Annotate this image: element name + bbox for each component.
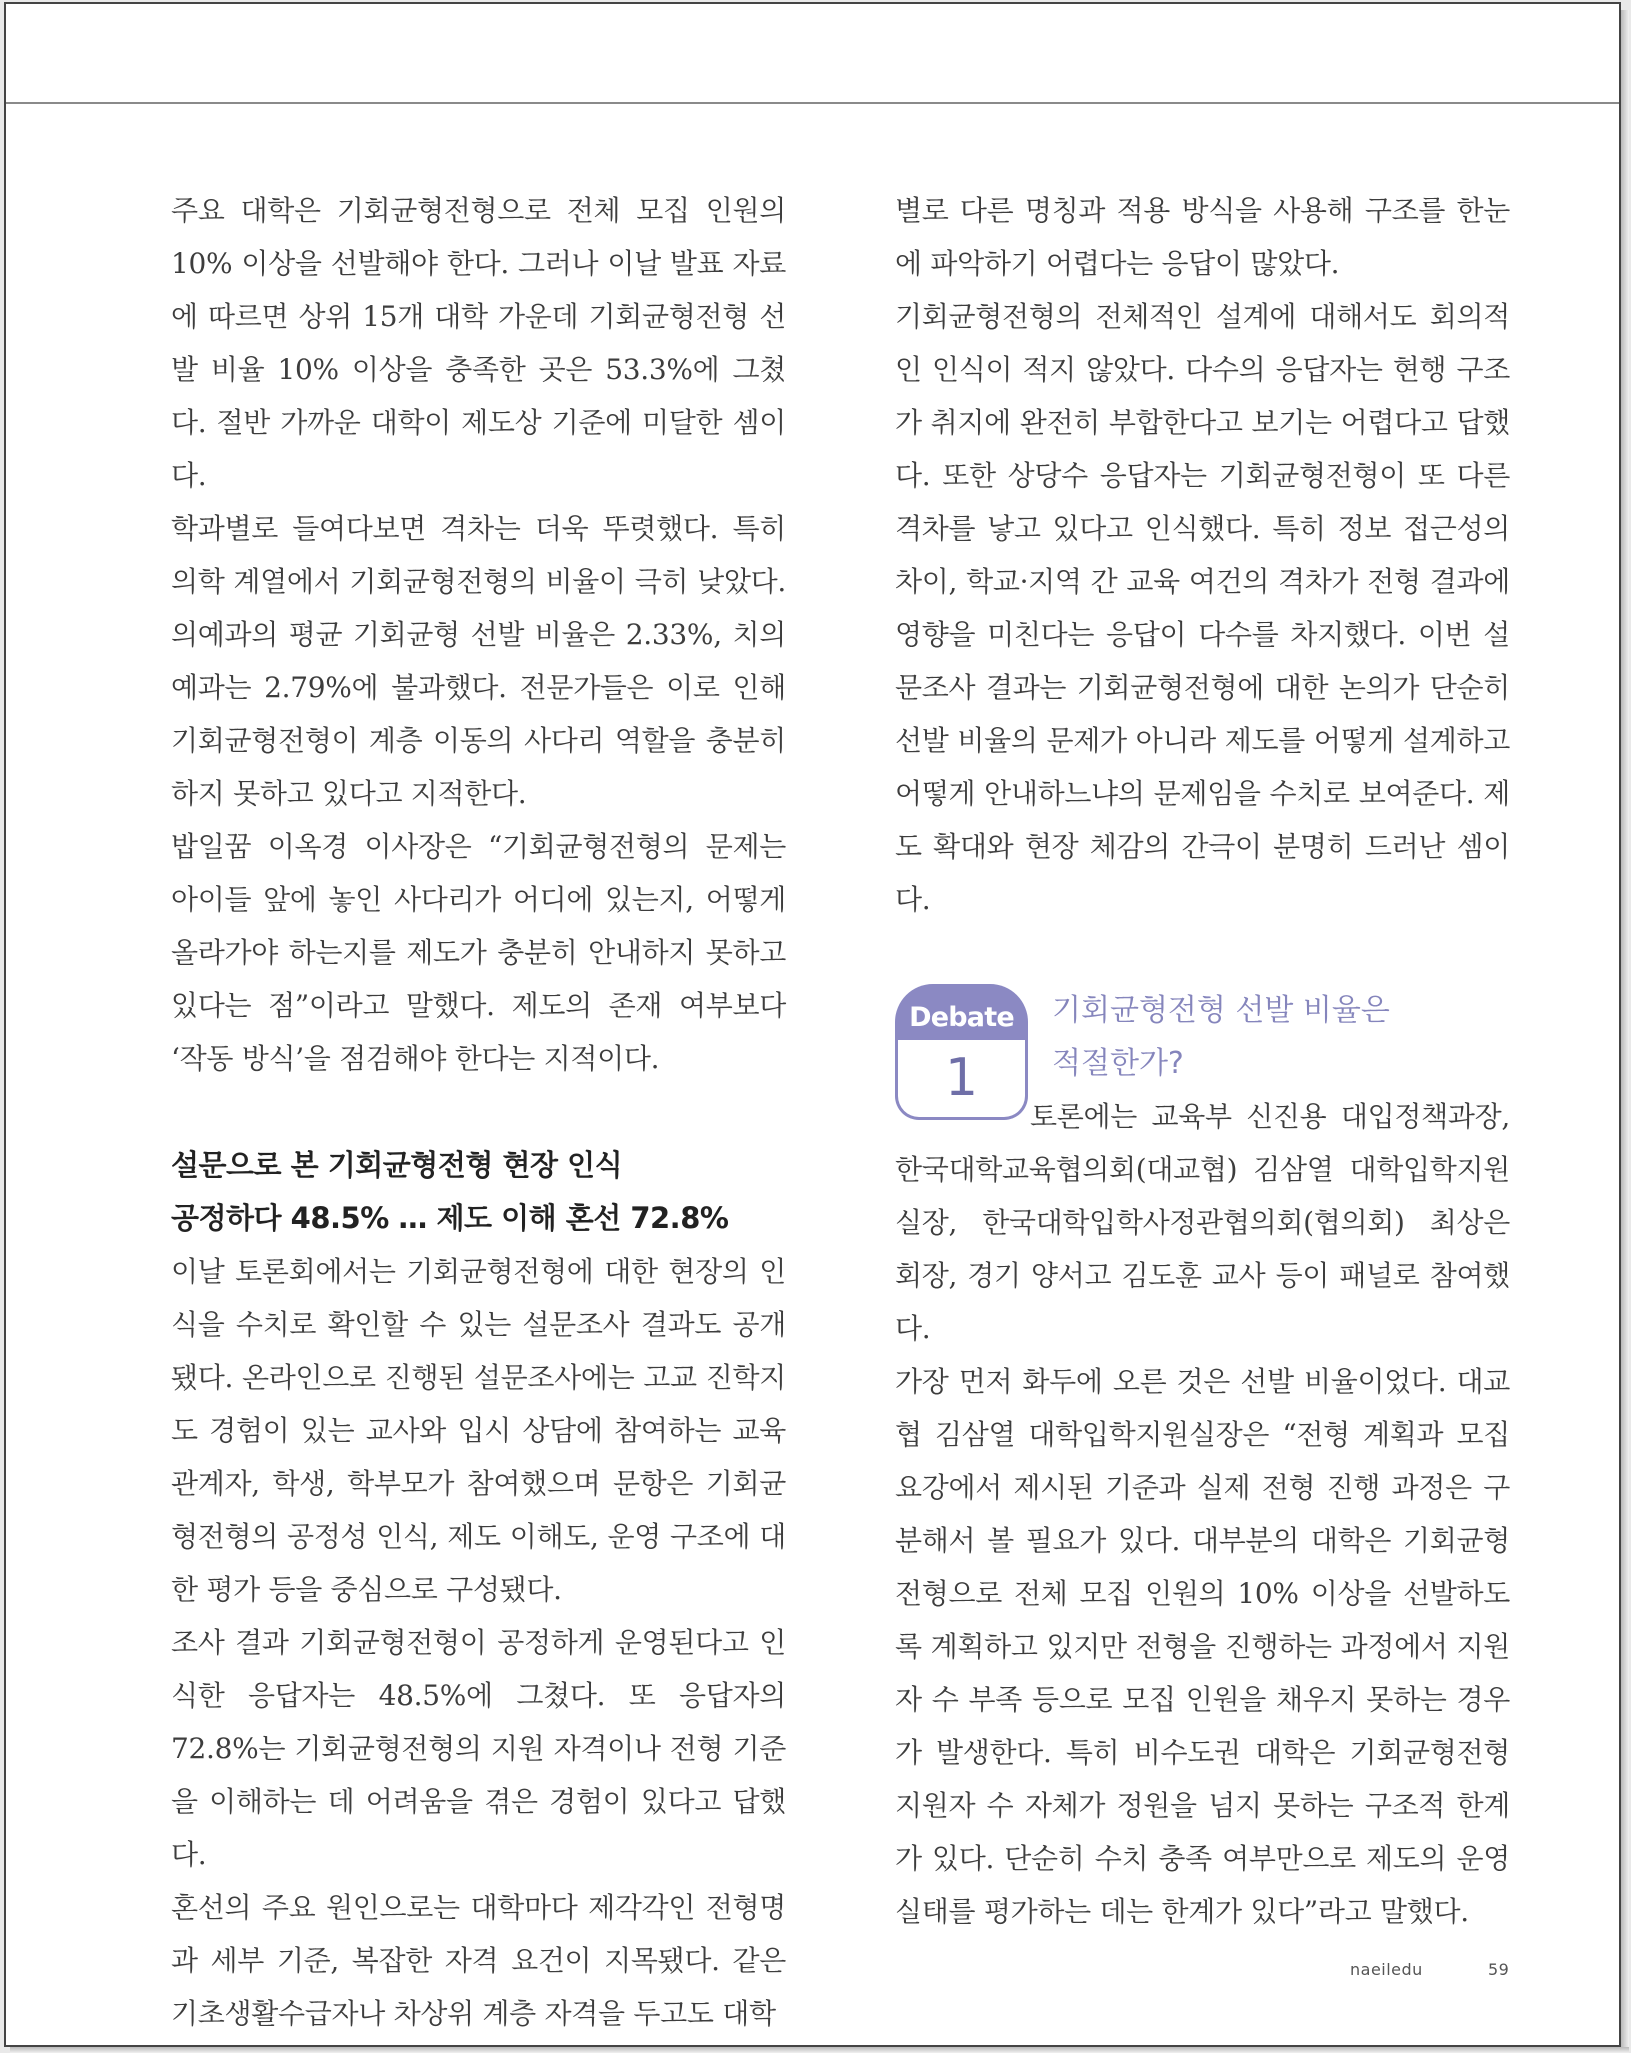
spacer [171,1085,786,1139]
page-shadow-right [1621,10,1629,2051]
header-rule [6,102,1619,104]
debate-title [1052,984,1390,1090]
body-paragraph: 이날 토론회에서는 기회균형전형에 대한 현장의 인식을 수치로 확인할 수 있는 설문조사 결과도 공개됐다. 온라인으로 진행된 설문조사에는 고교 진학지도 경험이 있는 교사와 입시 상담에 참여하는 교육 관계자, 학생, 학부모가 참여했으며 문항은 기회균형전형의 공정성 인식, 제도 이해도, 운영 구조에 대한 평가 등을 중심으로 구성됐다. [171,1255,786,1606]
left-column [171,184,786,2040]
body-paragraph: 밥일꿈 이옥경 이사장은 “기회균형전형의 문제는 아이들 앞에 놓인 사다리가 어디에 있는지, 어떻게 올라가야 하는지를 제도가 충분히 안내하지 못하고 있다는 점”이라고 말했다. 제도의 존재 여부보다 ‘작동 방식’을 점검해야 한다는 지적이다. [171,830,786,1075]
spacer [895,926,1510,984]
section-subheading-line1: 설문으로 본 기회균형전형 현장 인식 [171,1148,623,1182]
debate-header [895,984,1510,1108]
body-paragraph: 가장 먼저 화두에 오른 것은 선발 비율이었다. 대교협 김삼열 대학입학지원실장은 “전형 계획과 모집요강에서 제시된 기준과 실제 전형 진행 과정은 구분해서 볼 필요가 있다. 대부분의 대학은 기회균형전형으로 전체 모집 인원의 10% 이상을 선발하도록 계획하고 있지만 전형을 진행하는 과정에서 지원자 수 부족 등으로 모집 인원을 채우지 못하는 경우가 발생한다. 특히 비수도권 대학은 기회균형전형 지원자 수 자체가 정원을 넘지 못하는 구조적 한계가 있다. 단순히 수치 충족 여부만으로 제도의 운영 실태를 평가하는 데는 한계가 있다”라고 말했다. [895,1365,1510,1928]
body-paragraph: 혼선의 주요 원인으로는 대학마다 제각각인 전형명과 세부 기준, 복잡한 자격 요건이 지목됐다. 같은 기초생활수급자나 차상위 계층 자격을 두고도 대학 [171,1891,786,2030]
body-paragraph: 조사 결과 기회균형전형이 공정하게 운영된다고 인식한 응답자는 48.5%에 그쳤다. 또 응답자의 72.8%는 기회균형전형의 지원 자격이나 전형 기준을 이해하는 데 어려움을 겪은 경험이 있다고 답했다. [171,1626,786,1871]
body-paragraph: 토론에는 교육부 신진용 대입정책과장, 한국대학교육협의회(대교협) 김삼열 대학입학지원실장, 한국대학입학사정관협의회(협의회) 최상은 회장, 경기 양서고 김도훈 교사 등이 패널로 참여했다. [895,1100,1510,1345]
page-number: 59 [1488,1960,1510,1979]
debate-badge [895,984,1028,1120]
section-subheading-line2: 공정하다 48.5% … 제도 이해 혼선 72.8% [171,1201,729,1235]
body-paragraph: 기회균형전형의 전체적인 설계에 대해서도 회의적인 인식이 적지 않았다. 다수의 응답자는 현행 구조가 취지에 완전히 부합한다고 보기는 어렵다고 답했다. 또한 상당수 응답자는 기회균형전형이 또 다른 격차를 낳고 있다고 인식했다. 특히 정보 접근성의 차이, 학교·지역 간 교육 여건의 격차가 전형 결과에 영향을 미친다는 응답이 다수를 차지했다. 이번 설문조사 결과는 기회균형전형에 대한 논의가 단순히 선발 비율의 문제가 아니라 제도를 어떻게 설계하고 어떻게 안내하느냐의 문제임을 수치로 보여준다. 제도 확대와 현장 체감의 간극이 분명히 드러난 셈이다. [895,300,1510,916]
page-shadow-bottom [10,2047,1629,2053]
right-column [895,184,1510,1938]
debate-badge-label: Debate [895,984,1028,1044]
debate-title-line1: 기회균형전형 선발 비율은 [1052,993,1390,1028]
body-paragraph: 별로 다른 명칭과 적용 방식을 사용해 구조를 한눈에 파악하기 어렵다는 응답이 많았다. [895,194,1510,280]
body-paragraph: 학과별로 들여다보면 격차는 더욱 뚜렷했다. 특히 의학 계열에서 기회균형전형의 비율이 극히 낮았다. 의예과의 평균 기회균형 선발 비율은 2.33%, 치의예과는 2.79%에 불과했다. 전문가들은 이로 인해 기회균형전형이 계층 이동의 사다리 역할을 충분히 하지 못하고 있다고 지적한다. [171,512,786,810]
footer-brand: naeiledu [1350,1960,1423,1979]
body-paragraph: 주요 대학은 기회균형전형으로 전체 모집 인원의 10% 이상을 선발해야 한다. 그러나 이날 발표 자료에 따르면 상위 15개 대학 가운데 기회균형전형 선발 비율 10% 이상을 충족한 곳은 53.3%에 그쳤다. 절반 가까운 대학이 제도상 기준에 미달한 셈이다. [171,194,786,492]
debate-title-line2: 적절한가? [1052,1046,1184,1081]
debate-badge-number: 1 [895,1040,1028,1120]
